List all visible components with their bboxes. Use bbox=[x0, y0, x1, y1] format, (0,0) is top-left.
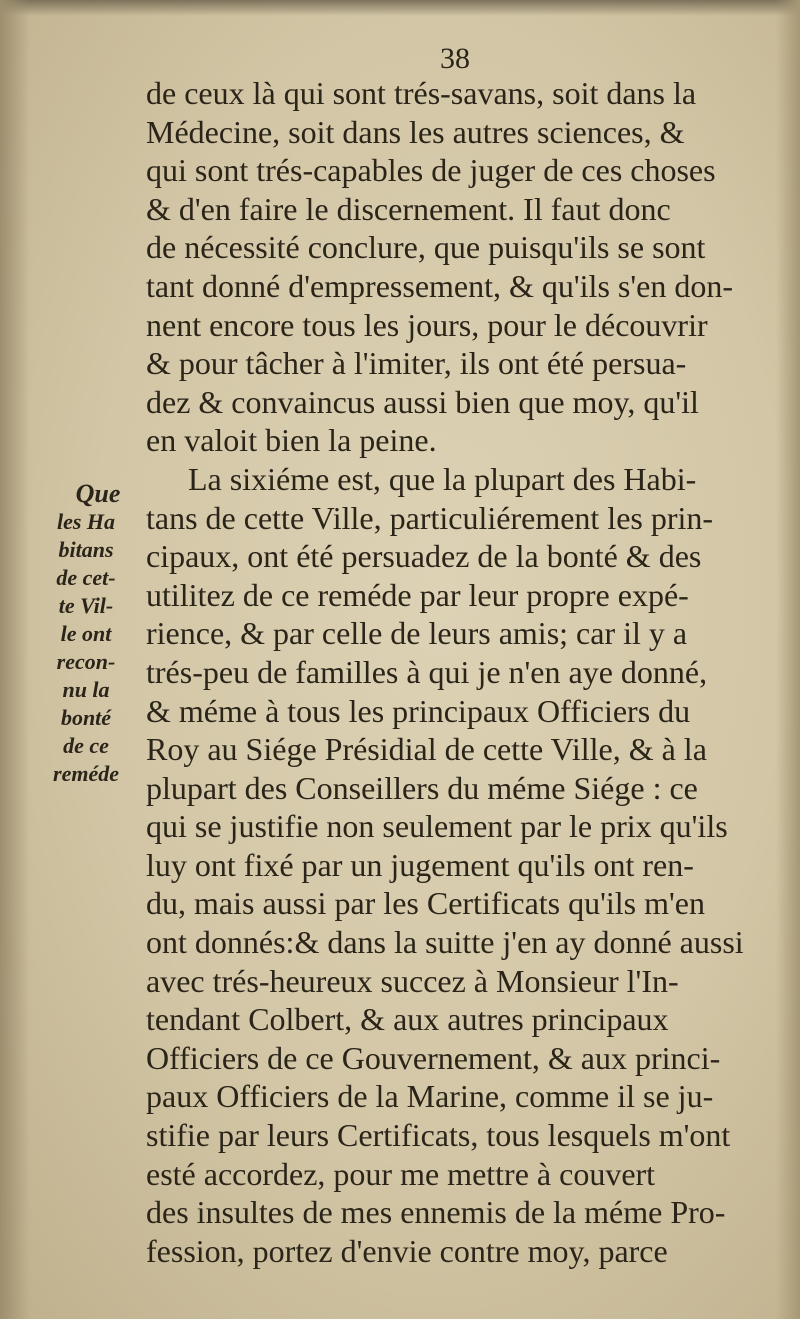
text-line: qui sont trés-capables de juger de ces choses bbox=[146, 152, 716, 189]
text-line: paux Officiers de la Marine, comme il se ju- bbox=[146, 1078, 714, 1115]
margin-note-line: bonté bbox=[60, 705, 112, 730]
text-line: & d'en faire le discernement. Il faut donc bbox=[146, 190, 671, 227]
margin-note-line: Que bbox=[75, 479, 121, 508]
text-line: cipaux, ont été persuadez de la bonté & des bbox=[146, 538, 702, 575]
text-line: qui se justifie non seulement par le prix qu'ils bbox=[146, 808, 728, 845]
top-edge-shadow bbox=[0, 0, 800, 16]
text-line: de ceux là qui sont trés-savans, soit dans la bbox=[146, 75, 697, 111]
margin-note-line: nu la bbox=[62, 677, 110, 702]
margin-note-line: de cet- bbox=[56, 565, 116, 590]
page-number: 38 bbox=[440, 42, 470, 75]
margin-note-line: bitans bbox=[58, 537, 114, 562]
text-line: tans de cette Ville, particuliérement les prin- bbox=[146, 499, 714, 536]
text-line: plupart des Conseillers du méme Siége : ce bbox=[146, 769, 698, 806]
text-line: nent encore tous les jours, pour le découvrir bbox=[146, 306, 708, 343]
text-line: rience, & par celle de leurs amis; car il y a bbox=[146, 615, 688, 652]
text-line: ont donnés:& dans la suitte j'en ay donné aussi bbox=[146, 924, 744, 961]
text-line: du, mais aussi par les Certificats qu'ils m'en bbox=[146, 885, 705, 922]
text-line: avec trés-heureux succez à Monsieur l'In- bbox=[146, 962, 679, 999]
text-line: en valoit bien la peine. bbox=[146, 422, 437, 459]
text-line: des insultes de mes ennemis de la méme Pro- bbox=[146, 1194, 726, 1231]
text-line: esté accordez, pour me mettre à couvert bbox=[146, 1155, 656, 1192]
text-line: Roy au Siége Présidial de cette Ville, & à la bbox=[146, 731, 707, 768]
paragraph-start-line: La sixiéme est, que la plupart des Habi- bbox=[188, 460, 697, 497]
margin-note-line: te Vil- bbox=[58, 593, 114, 618]
text-line: tant donné d'empressement, & qu'ils s'en don- bbox=[146, 267, 733, 304]
text-line: trés-peu de familles à qui je n'en aye donné, bbox=[146, 653, 708, 690]
text-line: Médecine, soit dans les autres sciences, & bbox=[146, 113, 685, 150]
margin-note bbox=[40, 480, 132, 788]
text-line: stifie par leurs Certificats, tous lesquels m'ont bbox=[146, 1117, 731, 1154]
text-line: Officiers de ce Gouvernement, & aux princi- bbox=[146, 1039, 721, 1076]
text-line: luy ont fixé par un jugement qu'ils ont ren- bbox=[146, 846, 694, 883]
text-line: fession, portez d'envie contre moy, parce bbox=[146, 1232, 668, 1269]
text-line: & pour tâcher à l'imiter, ils ont été persua- bbox=[146, 345, 687, 382]
margin-note-line: reméde bbox=[53, 761, 119, 786]
left-page-edge bbox=[0, 0, 30, 1319]
margin-note-line: les Ha bbox=[56, 509, 116, 534]
margin-note-line: recon- bbox=[56, 649, 116, 674]
text-line: utilitez de ce reméde par leur propre expé- bbox=[146, 576, 689, 613]
text-line: dez & convaincus aussi bien que moy, qu'il bbox=[146, 383, 699, 420]
margin-note-line: le ont bbox=[60, 621, 112, 646]
text-line: & méme à tous les principaux Officiers du bbox=[146, 692, 691, 729]
margin-note-line: de ce bbox=[63, 733, 109, 758]
text-line: tendant Colbert, & aux autres principaux bbox=[146, 1001, 669, 1038]
body-text bbox=[146, 74, 786, 1270]
text-line: de nécessité conclure, que puisqu'ils se sont bbox=[146, 229, 706, 266]
